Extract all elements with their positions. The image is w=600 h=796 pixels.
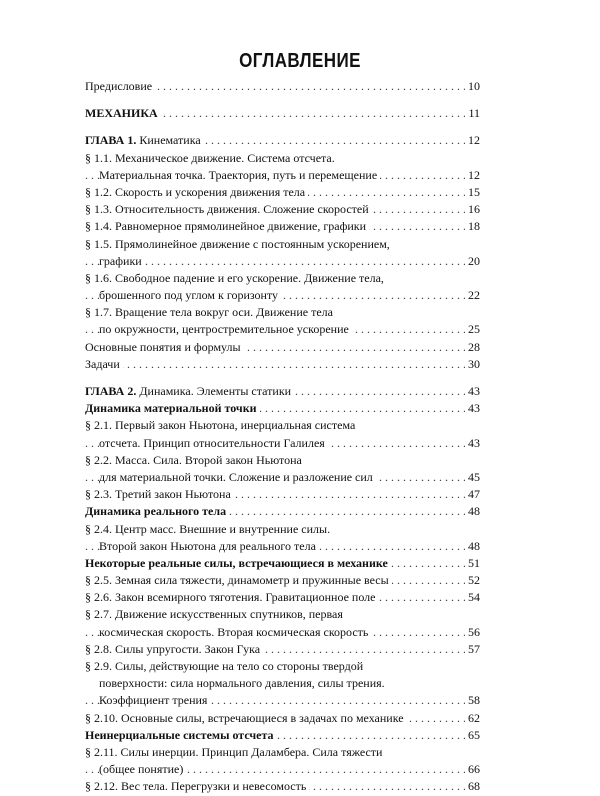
toc-page-number: 15	[465, 184, 480, 201]
toc-entry-label: Динамика. Элементы статики	[139, 384, 292, 398]
toc-page-number: 20	[465, 253, 480, 270]
toc-page-number: 47	[465, 486, 480, 503]
toc-entry-text	[99, 693, 210, 707]
toc-page-number: 62	[465, 710, 480, 727]
toc-entry-text	[85, 340, 244, 354]
toc-entry-text	[85, 745, 385, 759]
toc-entry-label: Динамика реального тела	[85, 504, 227, 519]
toc-entry-text	[85, 418, 358, 432]
toc-entry-text	[85, 271, 387, 285]
toc-entry-text	[85, 659, 366, 673]
toc-entry-text	[85, 522, 333, 536]
toc-entry	[85, 253, 480, 270]
toc-entry-text	[85, 642, 263, 656]
toc-entry	[85, 572, 480, 589]
toc-entry	[85, 304, 480, 321]
toc-entry-label: § 1.2. Скорость и ускорения движения тела	[85, 184, 306, 199]
toc-entry-text	[85, 79, 155, 93]
toc-entry	[85, 641, 480, 658]
toc-entry	[85, 744, 480, 761]
toc-entry	[85, 236, 480, 253]
toc-page-number: 16	[465, 201, 480, 218]
toc-page-number: 43	[465, 435, 480, 452]
toc-entry	[85, 184, 480, 201]
toc-page-number: 66	[465, 761, 480, 778]
toc-entry-text	[99, 625, 371, 639]
toc-page-number: 57	[465, 641, 480, 658]
toc-page-number: 22	[465, 287, 480, 304]
toc-entry-text	[85, 607, 346, 621]
toc-page-number: 12	[465, 132, 480, 149]
toc-entry-label: поверхности: сила нормального давления, силы трения.	[99, 676, 385, 691]
toc-entry-label: Некоторые реальные силы, встречающиеся в механике	[85, 555, 388, 570]
toc-entry-text	[99, 322, 352, 336]
toc-entry	[85, 150, 480, 167]
toc-entry-text	[85, 556, 391, 570]
toc-entry-text	[85, 453, 305, 467]
toc-page-number: 25	[465, 321, 480, 338]
toc-entry-text	[99, 470, 376, 484]
toc-entry-label: § 2.9. Силы, действующие на тело со стороны твердой	[85, 659, 364, 673]
toc-entry	[85, 675, 480, 692]
toc-entry-text	[99, 288, 281, 302]
toc-page-number: 43	[465, 400, 480, 417]
toc-entry-text	[85, 237, 393, 251]
toc-entry	[85, 658, 480, 675]
toc-entry-label: для материальной точки. Сложение и разложение сил	[99, 469, 373, 484]
toc-entry-text	[85, 202, 372, 216]
page-title: ОГЛАВЛЕНИЕ	[239, 50, 361, 72]
toc-entry-text	[85, 185, 308, 199]
toc-entry-text	[85, 219, 369, 233]
toc-entry-label: § 2.7. Движение искусственных спутников, первая	[85, 607, 343, 622]
toc-entry-label: графики	[99, 253, 142, 268]
chapter-prefix: ГЛАВА 1.	[85, 133, 137, 148]
toc-entry	[85, 727, 480, 744]
toc-entry	[85, 606, 480, 623]
toc-entry-label: Динамика материальной точки	[85, 401, 257, 416]
toc-entry	[85, 339, 480, 356]
toc-entry-label: § 2.1. Первый закон Ньютона, инерциальная система	[85, 418, 356, 433]
toc-entry-text	[85, 590, 379, 604]
toc-entry-label: по окружности, центростремительное ускорение	[99, 322, 349, 337]
toc-page-number: 10	[465, 78, 480, 95]
toc-page-number: 51	[465, 555, 480, 572]
toc-page-number: 11	[465, 105, 480, 122]
toc-entry-label: § 1.6. Свободное падение и его ускорение. Движение тела,	[85, 270, 384, 285]
toc-entry	[85, 486, 480, 503]
toc-entry-label: § 1.5. Прямолинейное движение с постоянным ускорением,	[85, 236, 390, 251]
toc-entry	[85, 710, 480, 727]
toc-page-number: 52	[465, 572, 480, 589]
toc-entry-label: Предисловие	[85, 79, 153, 93]
toc-page-number: 45	[465, 469, 480, 486]
toc-entry-text	[99, 676, 388, 690]
toc-entry	[85, 400, 480, 417]
toc-entry	[85, 589, 480, 606]
toc-entry	[85, 383, 480, 400]
toc-entry-label: § 2.8. Силы упругости. Закон Гука	[85, 641, 261, 656]
toc-entry	[85, 692, 480, 709]
toc-entry-label: МЕХАНИКА	[85, 106, 158, 121]
toc-entry-label: Кинематика	[139, 133, 201, 148]
toc-entry-label: § 2.2. Масса. Сила. Второй закон Ньютона	[85, 452, 302, 467]
toc-entry	[85, 356, 480, 373]
toc-entry-label: (общее понятие)	[99, 762, 184, 777]
toc-page-number: 65	[465, 727, 480, 744]
toc-entry-label: § 2.6. Закон всемирного тяготения. Гравитационное поле	[85, 590, 376, 605]
toc-entry	[85, 469, 480, 486]
toc-entry-text	[85, 779, 309, 793]
toc-entry	[85, 521, 480, 538]
toc-entry-text	[85, 711, 407, 725]
toc-entry-text	[99, 436, 328, 450]
toc-entry-label: § 1.3. Относительность движения. Сложение скоростей	[85, 202, 369, 217]
table-of-contents	[85, 78, 480, 796]
toc-page-number: 18	[465, 218, 480, 235]
toc-page-number: 54	[465, 589, 480, 606]
toc-entry-text	[85, 133, 204, 147]
toc-entry-text	[99, 762, 186, 776]
toc-entry	[85, 218, 480, 235]
toc-page-number: 30	[465, 356, 480, 373]
toc-entry	[85, 538, 480, 555]
toc-entry-label: Второй закон Ньютона для реального тела	[99, 538, 316, 553]
toc-page-number: 56	[465, 624, 480, 641]
toc-entry-label: § 2.12. Вес тела. Перегрузки и невесомость	[85, 779, 307, 794]
toc-entry-label: § 2.5. Земная сила тяжести, динамометр и пружинные весы	[85, 573, 389, 588]
toc-entry-label: Неинерциальные системы отсчета	[85, 727, 274, 742]
toc-entry	[85, 761, 480, 778]
toc-entry	[85, 624, 480, 641]
toc-entry-text	[85, 401, 260, 415]
toc-entry-text	[85, 573, 392, 587]
toc-entry-text	[85, 504, 229, 518]
toc-entry-text	[85, 487, 234, 501]
chapter-prefix: ГЛАВА 2.	[85, 384, 137, 398]
toc-entry	[85, 778, 480, 795]
toc-entry	[85, 167, 480, 184]
toc-entry-text	[99, 254, 145, 268]
toc-entry	[85, 78, 480, 95]
toc-entry-label: отсчета. Принцип относительности Галилея	[99, 435, 325, 450]
toc-page-number: 48	[465, 538, 480, 555]
toc-entry-label: космическая скорость. Вторая космическая скорость	[99, 624, 369, 639]
toc-entry	[85, 435, 480, 452]
toc-entry-label: § 2.10. Основные силы, встречающиеся в задачах по механике	[85, 710, 404, 725]
toc-page-number: 28	[465, 339, 480, 356]
toc-page-number: 48	[465, 503, 480, 520]
toc-entry-text	[85, 384, 294, 398]
toc-entry	[85, 452, 480, 469]
toc-entry	[85, 270, 480, 287]
toc-entry-label: Материальная точка. Траектория, путь и перемещение	[99, 167, 378, 182]
toc-entry-label: § 1.1. Механическое движение. Система отсчета.	[85, 150, 335, 165]
toc-entry	[85, 132, 480, 149]
toc-entry-label: § 1.7. Вращение тела вокруг оси. Движение тела	[85, 305, 333, 320]
toc-entry	[85, 503, 480, 520]
toc-entry-text	[85, 305, 336, 319]
toc-entry	[85, 417, 480, 434]
toc-entry	[85, 321, 480, 338]
toc-entry	[85, 105, 480, 122]
toc-entry-label: Задачи	[85, 356, 120, 371]
toc-entry-text	[85, 151, 338, 165]
toc-entry-text	[85, 106, 161, 120]
toc-page-number: 12	[465, 167, 480, 184]
toc-entry-text	[85, 357, 123, 371]
toc-page-number: 43	[465, 383, 480, 400]
toc-entry-label: брошенного под углом к горизонту	[99, 288, 279, 303]
toc-entry	[85, 201, 480, 218]
toc-entry-label: Коэффициент трения	[99, 693, 208, 708]
toc-entry	[85, 287, 480, 304]
toc-page-number: 68	[465, 778, 480, 795]
toc-entry	[85, 555, 480, 572]
toc-entry-label: § 2.3. Третий закон Ньютона	[85, 487, 231, 502]
toc-entry-label: § 2.11. Силы инерции. Принцип Даламбера. Сила тяжести	[85, 744, 383, 759]
toc-entry-label: § 2.4. Центр масс. Внешние и внутренние силы.	[85, 521, 331, 536]
toc-entry-text	[99, 168, 380, 182]
toc-entry-text	[85, 728, 277, 742]
toc-entry-label: Основные понятия и формулы	[85, 339, 241, 354]
toc-entry-label: § 1.4. Равномерное прямолинейное движение, графики	[85, 219, 367, 234]
toc-entry-text	[99, 539, 319, 553]
toc-page-number: 58	[465, 692, 480, 709]
